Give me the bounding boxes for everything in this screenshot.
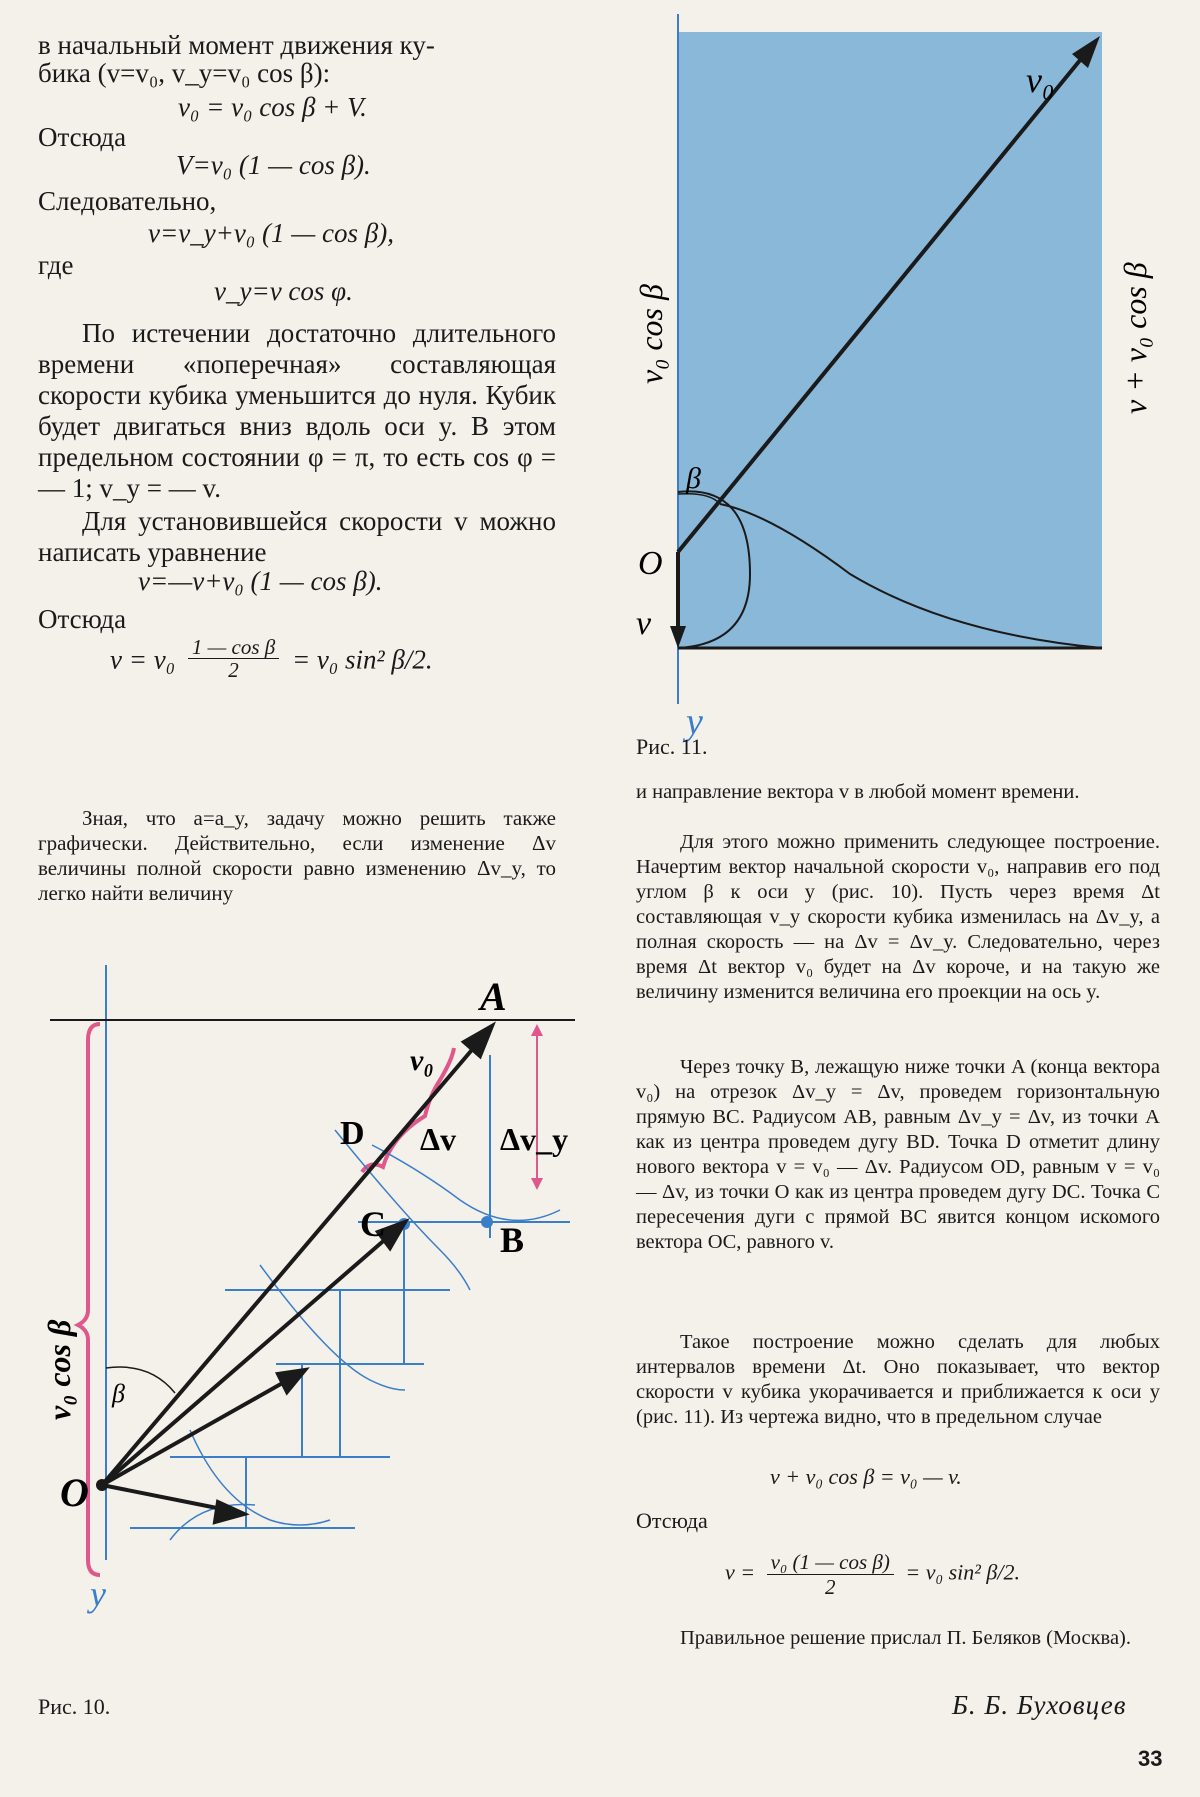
fig10-label-v0: v₀ [410,1044,434,1077]
fig10-label-v0cos: v₀ cos β [41,1319,77,1420]
fig10-label-dv: Δv [420,1121,457,1157]
left-otsyuda2: Отсюда [38,604,127,634]
right-paragraph-5: Правильное решение прислал П. Беляков (Москва). [680,1627,1132,1649]
left-eq5: v=—v+v₀ (1 — cos β). [138,566,383,596]
fig10-arc-4 [190,1430,330,1525]
fig11-panel [678,32,1102,648]
left-paragraph-3: Для установившейся скорости v можно написать уравнение [38,506,556,567]
fig10-point-b [481,1216,493,1228]
fig11-label-v0cos: v₀ cos β [633,284,669,384]
fig10-vector-3-head [278,1370,305,1392]
fig11-label-beta: β [686,462,701,495]
left-eq6-denominator: 2 [228,658,239,682]
author-signature: Б. Б. Буховцев [952,1690,1127,1720]
fig11-label-o: O [638,545,663,582]
fig10-dvy-arrowhead-bottom [531,1178,543,1190]
fig10-dvy-arrowhead-top [531,1024,543,1036]
fig11-label-v: v [636,605,652,642]
fig11-label-y: y [686,701,703,743]
left-eq6-numerator: 1 — cos β [188,636,279,659]
figure-11 [610,14,1170,754]
fig10-label-o: O [60,1470,89,1515]
left-paragraph-2: По истечении достаточно длительного времени «поперечная» составляющая скорости кубика уменьшится до нуля. Кубик будет двигаться вниз вдоль оси y. В этом предельном состоянии φ = π, то есть cos φ = — 1; v_y = — v. [38,318,556,503]
fig10-point-o [96,1479,108,1491]
fig10-label-beta: β [112,1379,125,1408]
page-number: 33 [1138,1746,1163,1771]
fig10-vector-v0 [102,1038,482,1485]
fig10-label-y: y [90,1574,106,1614]
fig10-vector-4 [102,1485,232,1511]
left-eq6: v = v₀ $\frac{\text{1 — cos β}}{2}$ = v₀ sin² β/2. [110,635,433,682]
fig10-caption: Рис. 10. [38,1694,111,1719]
fig10-label-dvy: Δv_y [500,1121,569,1157]
left-paragraph-4: Зная, что a=a_y, задачу можно решить также графически. Действительно, если изменение Δv величины полной скорости равно изменению Δv_y, то легко найти величину [38,806,556,905]
left-eq3: v=v_y+v₀ (1 — cos β), [148,218,394,248]
fig10-label-c: C [360,1204,386,1244]
fig10-vector-3 [102,1376,295,1485]
left-eq1: v₀ = v₀ cos β + V. [178,92,367,122]
fig10-label-b: B [500,1220,525,1260]
fig10-arc-5 [170,1504,255,1540]
right-eq2: v = $\frac{\text{v₀ (1 — cos β)}}{2}$ = v₀ sin² β/2. [725,1550,1020,1599]
right-otsyuda: Отсюда [636,1508,708,1533]
fig10-label-a: A [480,974,507,1019]
fig11-label-v0: v₀ [1026,60,1055,100]
left-gde: где [38,250,74,280]
fig11-caption: Рис. 11. [636,734,708,759]
fig10-vector-oc [102,1230,396,1485]
right-paragraph-3: Через точку B, лежащую ниже точки A (конца вектора v₀) на отрезок Δv_y = Δv, проведем горизонтальную прямую BC. Радиусом AB, равным Δv_y = Δv, из точки A как из центра проведем дугу BD. Точка D отметит длину нового вектора v = v₀ — Δv. Радиусом OD, равным v = v₀ — Δv, из точки O как из центра проведем дугу DC. Точка C пересечения дуги с прямой BC явится концом искомого вектора OC, равного v. [636,1056,1160,1253]
right-paragraph-1: и направление вектора v в любой момент времени. [636,781,1080,803]
left-p1-line2: бика (v=v₀, v_y=v₀ cos β): [38,58,331,88]
right-eq2-numerator: v₀ (1 — cos β) [767,1550,894,1575]
right-eq2-denominator: 2 [824,1575,836,1599]
left-eq4: v_y=v cos φ. [214,276,353,306]
left-otsyuda1: Отсюда [38,122,127,152]
left-p1-line1: в начальный момент движения ку- [38,30,435,60]
right-paragraph-4: Такое построение можно сделать для любых интервалов времени Δt. Оно показывает, что вектор скорости v кубика укорачивается и приближается к оси y (рис. 11). Из чертежа видно, что в предельном случае [636,1331,1160,1428]
figure-10 [40,960,640,1660]
right-eq1: v + v₀ cos β = v₀ — v. [770,1464,962,1489]
left-eq2: V=v₀ (1 — cos β). [176,150,371,180]
left-sledovatelno: Следовательно, [38,186,217,216]
fig11-label-vplus: v + v₀ cos β [1117,262,1153,414]
fig10-label-d: D [340,1115,365,1152]
right-paragraph-2: Для этого можно применить следующее построение. Начертим вектор начальной скорости v₀, направив его под углом β к оси y (рис. 10). Пусть через время Δt составляющая v_y скорости кубика изменилась на Δv_y, а полная скорость — на Δv = Δv_y. Следовательно, через время Δt вектор v₀ будет на Δv короче, и на такую же величину изменится величина его проекции на ось y. [636,831,1160,1003]
